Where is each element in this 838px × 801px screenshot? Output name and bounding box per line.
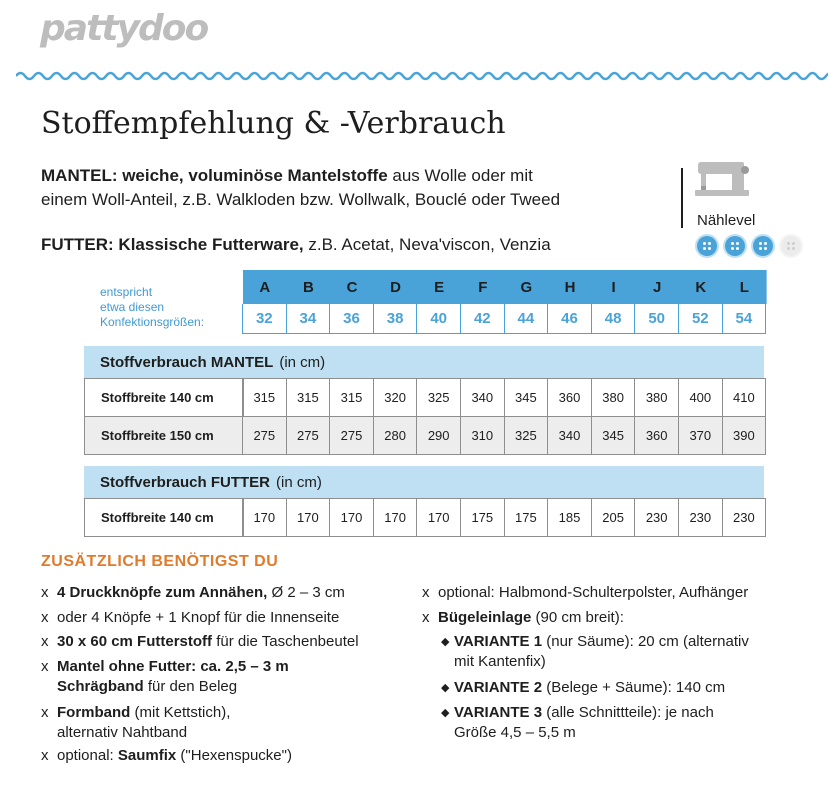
size-number-42: 42 xyxy=(460,304,505,334)
mantel-recommendation xyxy=(41,164,533,188)
size-number-50: 50 xyxy=(634,304,679,334)
mantel-cell: 410 xyxy=(722,378,767,417)
mantel-cell: 400 xyxy=(678,378,723,417)
size-letter-B: B xyxy=(287,270,332,304)
additional-item-left-5-text: (mit Kettstich), xyxy=(130,704,231,721)
futter-row-label: Stoffbreite 140 cm xyxy=(84,498,244,537)
page-title: Stoffempfehlung & -Verbrauch xyxy=(41,106,506,141)
futter-unit: (in cm) xyxy=(276,473,322,491)
size-label-line-1: entspricht xyxy=(100,285,153,299)
additional-item-left-3 xyxy=(41,632,359,652)
x-bullet-icon: x xyxy=(41,747,49,764)
diamond-bullet-icon: ◆ xyxy=(441,682,450,694)
size-number-38: 38 xyxy=(373,304,418,334)
additional-item-left-5-text: Formband xyxy=(57,704,131,721)
pattydoo-logo: pattydoo xyxy=(40,8,208,49)
diamond-bullet-icon: ◆ xyxy=(441,636,450,648)
size-letter-C: C xyxy=(330,270,375,304)
additional-item-left-4-text: Mantel ohne Futter: ca. 2,5 – 3 m xyxy=(57,658,289,675)
mantel-row-label: Stoffbreite 140 cm xyxy=(84,378,244,417)
additional-item-right-2 xyxy=(422,608,624,628)
additional-item-left-1 xyxy=(41,583,345,603)
mantel-recommendation-rest: aus Wolle oder mit xyxy=(387,166,533,185)
mantel-cell: 315 xyxy=(242,378,287,417)
size-number-36: 36 xyxy=(329,304,374,334)
mantel-cell: 275 xyxy=(286,416,331,455)
sewing-level-label: Nählevel xyxy=(697,212,756,229)
mantel-cell: 360 xyxy=(634,416,679,455)
size-letter-E: E xyxy=(417,270,462,304)
size-number-44: 44 xyxy=(504,304,549,334)
size-number-34: 34 xyxy=(286,304,331,334)
variant-item-3-text: (alle Schnittteile): je nach xyxy=(542,704,714,721)
additional-item-left-6-text: optional: xyxy=(57,747,118,764)
mantel-cell: 320 xyxy=(373,378,418,417)
size-table-label xyxy=(100,285,204,330)
futter-cell: 170 xyxy=(242,498,287,537)
size-number-32: 32 xyxy=(242,304,287,334)
additional-heading: ZUSÄTZLICH BENÖTIGST DU xyxy=(41,553,279,570)
variant-item-1-text: mit Kantenfix) xyxy=(454,653,546,670)
additional-item-left-3-text: 30 x 60 cm Futterstoff xyxy=(57,633,213,650)
size-number-52: 52 xyxy=(678,304,723,334)
futter-cell: 170 xyxy=(416,498,461,537)
size-letter-D: D xyxy=(374,270,419,304)
futter-recommendation xyxy=(41,233,551,257)
futter-recommendation-bold: FUTTER: Klassische Futterware, xyxy=(41,235,304,254)
mantel-cell: 275 xyxy=(242,416,287,455)
additional-item-left-4-text: für den Beleg xyxy=(143,678,238,695)
button-icon xyxy=(725,236,745,256)
futter-cell: 170 xyxy=(373,498,418,537)
mantel-cell: 315 xyxy=(286,378,331,417)
x-bullet-icon: x xyxy=(41,584,49,601)
mantel-cell: 345 xyxy=(591,416,636,455)
additional-item-left-5 xyxy=(41,703,231,743)
variant-item-3 xyxy=(441,703,714,743)
mantel-cell: 360 xyxy=(547,378,592,417)
additional-item-right-2-text: Bügeleinlage xyxy=(438,609,532,626)
size-letter-F: F xyxy=(461,270,506,304)
size-letter-H: H xyxy=(548,270,593,304)
futter-cell: 170 xyxy=(286,498,331,537)
size-letter-L: L xyxy=(723,270,768,304)
futter-cell: 230 xyxy=(634,498,679,537)
futter-heading: Stoffverbrauch FUTTER xyxy=(100,473,271,491)
additional-item-left-5-text: alternativ Nahtband xyxy=(57,724,188,741)
variant-item-3-text: VARIANTE 3 xyxy=(454,704,543,721)
size-label-line-2: etwa diesen xyxy=(100,300,165,314)
diamond-bullet-icon: ◆ xyxy=(441,707,450,719)
mantel-cell: 325 xyxy=(504,416,549,455)
size-letter-G: G xyxy=(505,270,550,304)
size-number-54: 54 xyxy=(722,304,767,334)
variant-item-3-text: Größe 4,5 – 5,5 m xyxy=(454,724,576,741)
variant-item-1-text: VARIANTE 1 xyxy=(454,633,543,650)
additional-item-left-4-text: Schrägband xyxy=(57,678,144,695)
button-icon xyxy=(781,236,801,256)
mantel-cell: 380 xyxy=(634,378,679,417)
x-bullet-icon: x xyxy=(41,609,49,626)
additional-item-left-6-text: ("Hexenspucke") xyxy=(176,747,292,764)
mantel-heading-band xyxy=(84,346,764,378)
size-letter-A: A xyxy=(243,270,288,304)
x-bullet-icon: x xyxy=(41,704,49,721)
mantel-row-label: Stoffbreite 150 cm xyxy=(84,416,244,455)
size-letter-K: K xyxy=(679,270,724,304)
futter-cell: 205 xyxy=(591,498,636,537)
variant-item-1-text: (nur Säume): 20 cm (alternativ xyxy=(542,633,749,650)
additional-item-left-6 xyxy=(41,746,292,766)
additional-item-left-4 xyxy=(41,657,289,697)
futter-recommendation-rest: z.B. Acetat, Neva'viscon, Venzia xyxy=(303,235,551,254)
additional-item-right-1-text: optional: Halbmond-Schulterpolster, Aufhänger xyxy=(438,584,749,601)
mantel-cell: 310 xyxy=(460,416,505,455)
futter-cell: 230 xyxy=(722,498,767,537)
mantel-cell: 340 xyxy=(460,378,505,417)
mantel-cell: 340 xyxy=(547,416,592,455)
mantel-heading: Stoffverbrauch MANTEL xyxy=(100,353,274,371)
additional-item-left-6-text: Saumfix xyxy=(117,747,177,764)
size-label-line-3: Konfektionsgrößen: xyxy=(100,315,205,329)
additional-item-left-3-text: für die Taschenbeutel xyxy=(212,633,359,650)
variant-item-2 xyxy=(441,678,726,698)
wave-divider xyxy=(16,68,828,84)
mantel-cell: 390 xyxy=(722,416,767,455)
mantel-unit: (in cm) xyxy=(279,353,326,371)
mantel-cell: 275 xyxy=(329,416,374,455)
mantel-cell: 315 xyxy=(329,378,374,417)
futter-cell: 170 xyxy=(329,498,374,537)
futter-cell: 185 xyxy=(547,498,592,537)
additional-item-left-2-text: oder 4 Knöpfe + 1 Knopf für die Innenseite xyxy=(57,609,340,626)
size-letter-J: J xyxy=(635,270,680,304)
sewing-machine-icon xyxy=(695,160,751,200)
futter-cell: 175 xyxy=(460,498,505,537)
additional-item-left-1-text: Ø 2 – 3 cm xyxy=(267,584,345,601)
mantel-cell: 345 xyxy=(504,378,549,417)
variant-item-1 xyxy=(441,632,749,672)
additional-item-right-1 xyxy=(422,583,749,603)
mantel-cell: 290 xyxy=(416,416,461,455)
additional-item-right-2-text: (90 cm breit): xyxy=(531,609,624,626)
x-bullet-icon: x xyxy=(422,609,430,626)
additional-item-left-2 xyxy=(41,608,340,628)
button-icon xyxy=(753,236,773,256)
mantel-cell: 380 xyxy=(591,378,636,417)
size-number-40: 40 xyxy=(416,304,461,334)
futter-cell: 175 xyxy=(504,498,549,537)
size-number-48: 48 xyxy=(591,304,636,334)
futter-cell: 230 xyxy=(678,498,723,537)
x-bullet-icon: x xyxy=(41,658,49,675)
additional-item-left-1-text: 4 Druckknöpfe zum Annähen, xyxy=(57,584,268,601)
variant-item-2-text: (Belege + Säume): 140 cm xyxy=(542,679,726,696)
mantel-recommendation-line2: einem Woll-Anteil, z.B. Walkloden bzw. Wollwalk, Bouclé oder Tweed xyxy=(41,190,561,209)
variant-item-2-text: VARIANTE 2 xyxy=(454,679,543,696)
size-letter-I: I xyxy=(592,270,637,304)
button-icon xyxy=(697,236,717,256)
mantel-cell: 325 xyxy=(416,378,461,417)
mantel-cell: 280 xyxy=(373,416,418,455)
mantel-cell: 370 xyxy=(678,416,723,455)
x-bullet-icon: x xyxy=(422,584,430,601)
mantel-recommendation-bold: MANTEL: weiche, voluminöse Mantelstoffe xyxy=(41,166,388,185)
size-number-46: 46 xyxy=(547,304,592,334)
level-divider xyxy=(681,168,683,228)
futter-heading-band xyxy=(84,466,764,498)
x-bullet-icon: x xyxy=(41,633,49,650)
